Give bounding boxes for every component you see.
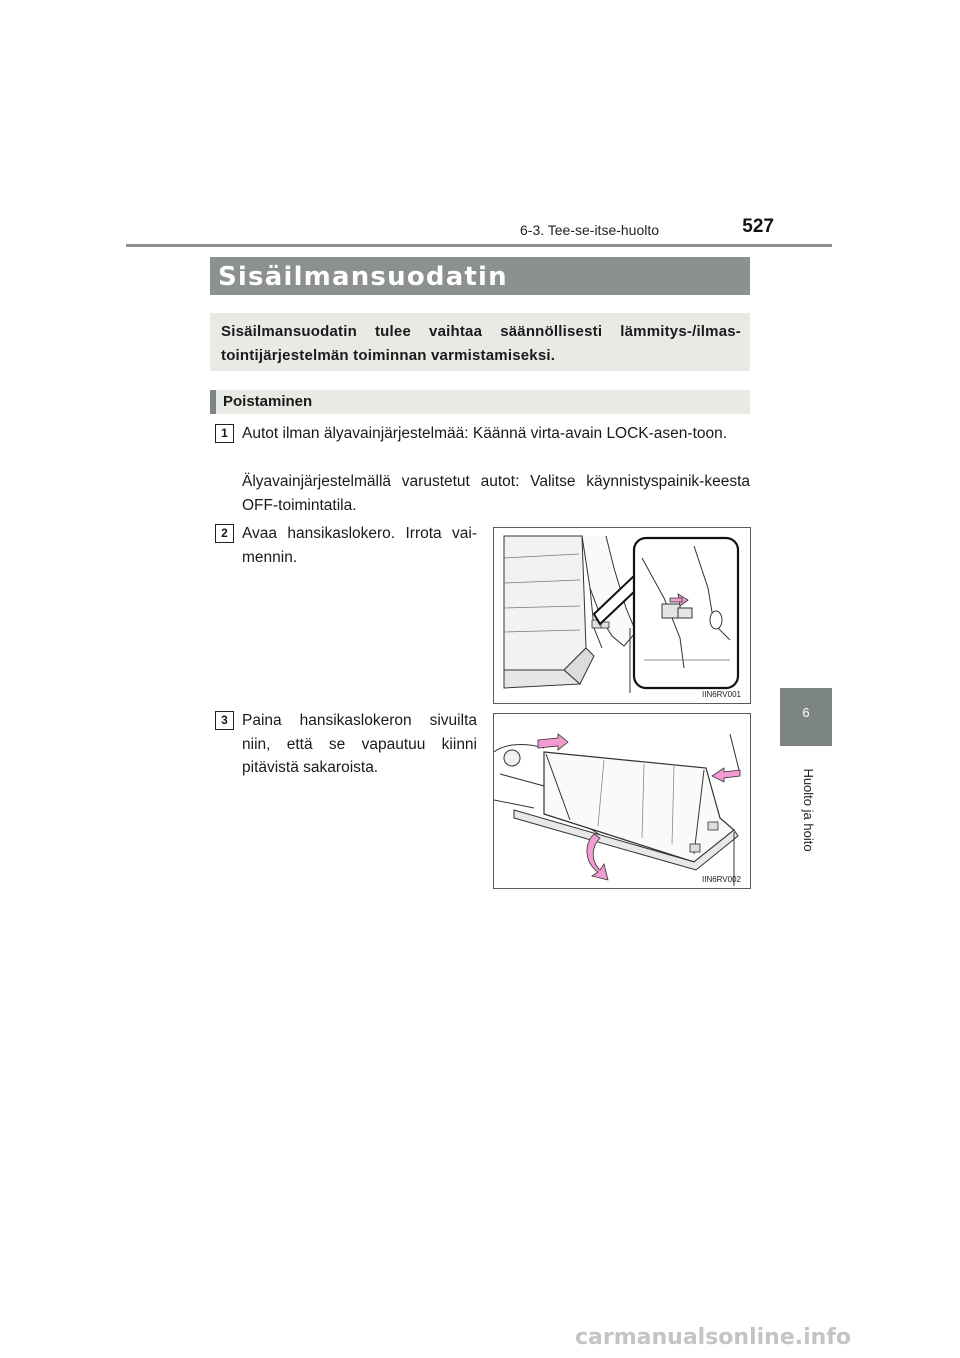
step-1-text-alt: Älyavainjärjestelmällä varustetut autot: Valitse käynnistyspainik-keesta OFF-toimintatila.: [242, 473, 750, 514]
page-title: Sisäilmansuodatin: [218, 262, 508, 292]
figure-code-1: IIN6RV001: [702, 690, 741, 699]
chapter-title: Huolto ja hoito: [801, 768, 816, 852]
step-2-text: Avaa hansikaslokero. Irrota vai-mennin.: [242, 525, 477, 566]
page-number: 527: [742, 216, 774, 237]
step-1-text: Autot ilman älyavainjärjestelmää: Käännä virta-avain LOCK-asen-toon.: [242, 425, 728, 442]
glovebox-damper-illustration: [494, 528, 750, 703]
glovebox-release-illustration: [494, 714, 750, 888]
figure-glovebox-damper: [493, 527, 751, 704]
intro-text: Sisäilmansuodatin tulee vaihtaa säännöllisesti lämmitys-/ilmas-tointijärjestelmän toiminnan varmistamiseksi.: [221, 323, 741, 364]
step-number-2: 2: [215, 524, 234, 543]
chapter-number: 6: [802, 705, 810, 720]
step-number-1: 1: [215, 424, 234, 443]
subheading: Poistaminen: [223, 393, 313, 410]
step-3-text: Paina hansikaslokeron sivuilta niin, että se vapautuu kiinni pitävistä sakaroista.: [242, 712, 477, 776]
figure-glovebox-release: [493, 713, 751, 889]
subheading-accent: [210, 390, 216, 414]
header-rule: [126, 244, 832, 247]
figure-code-2: IIN6RV002: [702, 875, 741, 884]
watermark: carmanualsonline.info: [575, 1325, 851, 1350]
section-title: 6-3. Tee-se-itse-huolto: [520, 222, 660, 238]
step-number-3: 3: [215, 711, 234, 730]
